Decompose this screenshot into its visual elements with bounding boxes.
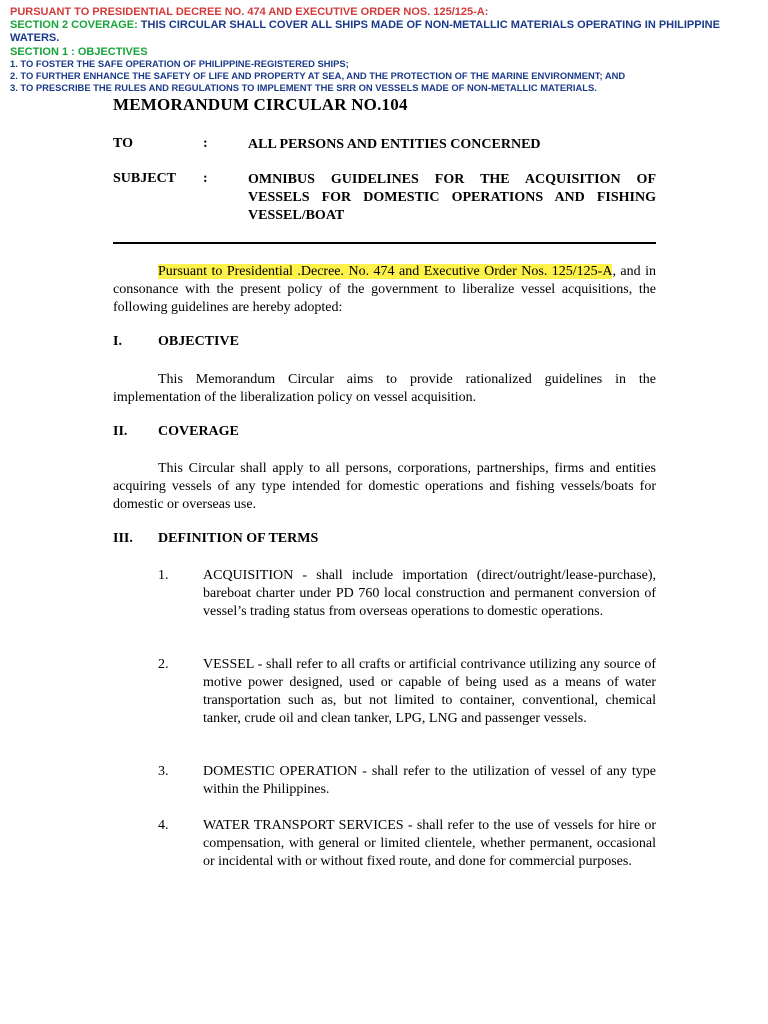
overlay-pursuant-line: PURSUANT TO PRESIDENTIAL DECREE NO. 474 AND EXECUTIVE ORDER NOS. 125/125-A:	[10, 6, 489, 18]
overlay-objective-item: 1. TO FOSTER THE SAFE OPERATION OF PHILIPPINE-REGISTERED SHIPS;	[10, 58, 349, 69]
overlay-coverage	[10, 19, 755, 45]
header-divider	[113, 242, 656, 244]
intro-highlight: Pursuant to Presidential .Decree. No. 474 and Executive Order Nos. 125/125-A	[158, 264, 613, 279]
subject-value: OMNIBUS GUIDELINES FOR THE ACQUISITION OF VESSELS FOR DOMESTIC OPERATIONS AND FISHING VESSEL/BOAT	[248, 172, 656, 223]
overlay-annotation	[10, 6, 755, 94]
section-number: III.	[113, 531, 133, 546]
overlay-coverage-label: SECTION 2 COVERAGE:	[10, 19, 138, 31]
definition-text: VESSEL - shall refer to all crafts or artificial contrivance utilizing any source of motive power designed, used or capable of being used as a means of water transportation such as, but not limited to container, conventional, chemical tanker, crude oil and clean tanker, LPG, LNG and passenger vessels.	[203, 657, 656, 726]
definition-number: 2.	[158, 657, 169, 672]
definition-text: WATER TRANSPORT SERVICES - shall refer to the use of vessels for hire or compensation, with general or limited clientele, whether permanent, occasional or incidental with or without fixed route, and done for commercial purposes.	[203, 818, 656, 869]
subject-colon: :	[203, 171, 208, 186]
definition-number: 4.	[158, 818, 169, 833]
section-number: II.	[113, 424, 128, 439]
section-title: COVERAGE	[158, 424, 239, 439]
section-number: I.	[113, 334, 122, 349]
definition-text: ACQUISITION - shall include importation (direct/outright/lease-purchase), bareboat charter under PD 760 local construction and permanent conversion of vessel’s trading status from overseas operations to domestic operations.	[203, 568, 656, 619]
section-objective-body	[113, 371, 656, 407]
definition-number: 3.	[158, 764, 169, 779]
definition-text: DOMESTIC OPERATION - shall refer to the utilization of vessel of any type within the Philippines.	[203, 764, 656, 797]
overlay-objective-item: 2. TO FURTHER ENHANCE THE SAFETY OF LIFE AND PROPERTY AT SEA, AND THE PROTECTION OF THE MARINE ENVIRONMENT; AND	[10, 70, 626, 81]
to-colon: :	[203, 136, 208, 151]
section-title: DEFINITION OF TERMS	[158, 531, 319, 546]
overlay-objectives-heading: SECTION 1 : OBJECTIVES	[10, 46, 148, 58]
memo-title: MEMORANDUM CIRCULAR NO.104	[113, 95, 408, 114]
subject-label: SUBJECT	[113, 171, 177, 186]
section-body-text: This Circular shall apply to all persons, corporations, partnerships, firms and entities acquiring vessels of any type intended for domestic operations and fishing vessels/boats for domestic or overseas use.	[113, 461, 656, 512]
section-title: OBJECTIVE	[158, 334, 239, 349]
intro-paragraph	[113, 263, 656, 317]
section-body-text: This Memorandum Circular aims to provide rationalized guidelines in the implementation of the liberalization policy on vessel acquisition.	[113, 372, 656, 405]
overlay-objective-item: 3. TO PRESCRIBE THE RULES AND REGULATIONS TO IMPLEMENT THE SRR ON VESSELS MADE OF NON-METALLIC MATERIALS.	[10, 82, 597, 93]
to-label: TO	[113, 136, 133, 151]
intro-text: , and in consonance with the present policy of the government to liberalize vessel acquisitions, the following guidelines are hereby adopted:	[113, 264, 657, 315]
overlay-coverage-text: THIS CIRCULAR SHALL COVER ALL SHIPS MADE OF NON-METALLIC MATERIALS OPERATING IN PHILIPPINE WATERS.	[10, 19, 720, 44]
definition-number: 1.	[158, 568, 169, 583]
section-coverage-body	[113, 460, 656, 514]
to-value: ALL PERSONS AND ENTITIES CONCERNED	[248, 137, 541, 152]
